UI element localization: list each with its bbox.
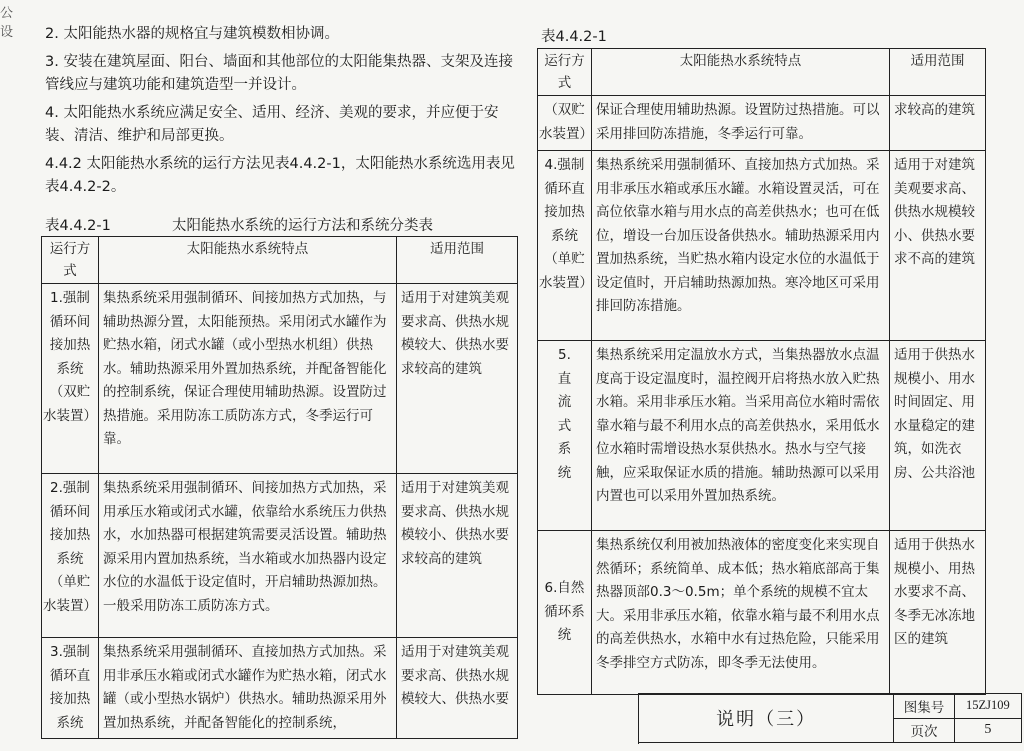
type-line: 系统: [56, 550, 84, 567]
type-line: （双贮: [49, 384, 91, 400]
type-line: 水装置）: [43, 597, 97, 614]
table-row: [538, 531, 986, 695]
type-line: 统: [557, 627, 572, 644]
drawing-title: 说明（三）: [639, 694, 894, 743]
type-line: 式: [557, 417, 572, 434]
type-line: 循环直: [544, 180, 585, 197]
type-cell: [538, 151, 592, 341]
type-line: 2.强制: [50, 480, 90, 496]
type-line: 4.强制: [544, 157, 585, 173]
left-table-caption-title: [172, 214, 433, 235]
left-table-caption: [45, 214, 111, 235]
table-row: [42, 284, 518, 474]
type-line: 系统: [551, 227, 578, 244]
type-line: 循环间: [49, 503, 91, 520]
atlas-number-value: 15ZJ109: [954, 694, 1021, 719]
type-cell: [42, 638, 99, 739]
table-row: [538, 151, 986, 341]
margin-char: 公: [0, 6, 14, 21]
type-cell: [538, 341, 592, 531]
intro-item-4: 4. 太阳能热水系统应满足安全、适用、经济、美观的要求，并应便于安装、清洁、维护和局部更换。: [45, 104, 499, 144]
type-line: 6.自然: [544, 580, 585, 597]
atlas-number-label: 图集号: [894, 694, 954, 719]
left-caption-title: 太阳能热水系统的运行方法和系统分类表: [172, 218, 433, 234]
type-line: 水装置）: [43, 407, 97, 424]
intro-text: [45, 23, 520, 200]
table-row: [42, 474, 518, 638]
feature-cell: 集热系统采用强制循环、直接加热方式加热。采用非承压水箱或承压水罐。水箱设置灵活，可在高位依靠水箱与用水点的高差供热水；也可在低位，增设一台加压设备供热水。辅助热源采用内置加热系统，当贮热水箱内设定水位的水温低于设定值时，开启辅助热源加热。寒冷地区可采用排回防冻措施。: [592, 151, 890, 341]
type-line: 系统: [56, 714, 84, 731]
table-row: [538, 96, 986, 151]
scope-cell: 求较高的建筑: [890, 96, 986, 151]
feature-cell: 集热系统采用定温放水方式，当集热器放水点温度高于设定温度时，温控阀开启将热水放入贮热水箱。采用非承压水箱。当采用高位水箱时需依靠水箱与最不利用水点的高差供热水，采用低水位水箱时需增设热水泵供热水。热水与空气接触，应采取保证水质的措施。辅助热源可以采用内置也可以采用外置加热系统。: [592, 341, 890, 531]
scope-cell: 适用于对建筑美观要求高、供热水规模较小、供热水要求较高的建筑: [397, 474, 518, 638]
type-line: 循环间: [49, 313, 91, 330]
type-line: 水装置）: [539, 125, 593, 142]
scope-cell: 适用于对建筑美观要求高、供热水规模较大、供热水要: [397, 638, 518, 739]
type-cell: [42, 474, 99, 638]
header-cell: 适用范围: [397, 237, 518, 284]
type-cell: [42, 284, 99, 474]
page-number-label: 页次: [894, 718, 954, 743]
intro-item-2: 2. 太阳能热水器的规格宜与建筑模数相协调。: [45, 26, 339, 42]
type-line: 3.强制: [50, 644, 90, 660]
header-cell: 太阳能热水系统特点: [99, 237, 397, 284]
type-line: 循环直: [49, 667, 91, 684]
scope-cell: 适用于供热水规模小、用热水要求不高、冬季无冰冻地区的建筑: [890, 531, 986, 695]
type-line: 接加热: [49, 691, 91, 707]
type-line: （单贮: [544, 251, 585, 267]
table-row: [538, 341, 986, 531]
type-cell: [538, 96, 592, 151]
scope-cell: 适用于供热水规模小、用水时间固定、用水量稳定的建筑，如洗衣房、公共浴池: [890, 341, 986, 531]
feature-cell: 保证合理使用辅助热源。设置防过热措施。可以采用排回防冻措施，冬季运行可靠。: [592, 96, 890, 151]
type-line: （单贮: [49, 574, 91, 590]
header-cell: 运行方式: [538, 49, 592, 96]
type-line: 直: [557, 370, 572, 387]
type-line: （双贮: [544, 102, 585, 118]
page-number-value: 5: [954, 718, 1021, 743]
type-line: 5.: [558, 347, 571, 363]
feature-cell: 集热系统仅利用被加热液体的密度变化来实现自然循环；系统简单、成本低；热水箱底部高于集热器顶部0.3～0.5m；单个系统的规模不宜太大。采用非承压水箱，依靠水箱与最不利用水点的高差供热水，水箱中水有过热危险，只能采用冬季排空方式防冻，即冬季无法使用。: [592, 531, 890, 695]
left-caption-number: 表4.4.2-1: [45, 218, 111, 234]
header-cell: 太阳能热水系统特点: [592, 49, 890, 96]
type-line: 接加热: [544, 204, 585, 220]
table-left: [41, 236, 518, 739]
type-line: 系: [557, 441, 572, 457]
margin-char: 设: [0, 25, 14, 40]
intro-item-3: 3. 安装在建筑屋面、阳台、墙面和其他部位的太阳能集热器、支架及连接管线应与建筑功能和建筑造型一并设计。: [45, 53, 513, 93]
margin-mark: [0, 2, 14, 40]
table-header-row: [538, 49, 986, 96]
intro-section-442: 4.4.2 太阳能热水系统的运行方法见表4.4.2-1，太阳能热水系统选用表见表4.4.2-2。: [45, 155, 515, 195]
type-line: 接加热: [49, 527, 91, 543]
type-line: 统: [557, 464, 572, 481]
type-line: 接加热: [49, 337, 91, 353]
feature-cell: 集热系统采用强制循环、直接加热方式加热。采用非承压水箱或闭式水罐作为贮热水箱，闭式水罐（或小型热水锅炉）供热水。辅助热源采用外置加热系统，并配备智能化的控制系统，: [99, 638, 397, 739]
type-cell: [538, 531, 592, 695]
table-right: [537, 48, 986, 695]
table-header-row: [42, 237, 518, 284]
table-row: [42, 638, 518, 739]
right-table-caption: [541, 25, 607, 46]
type-line: 系统: [56, 360, 84, 377]
feature-cell: 集热系统采用强制循环、间接加热方式加热，采用承压水箱或闭式水罐，依靠给水系统压力供热水，水加热器可根据建筑需要灵活设置。辅助热源采用内置加热系统，当水箱或水加热器内设定水位的水温低于设定值时，开启辅助热源加热。一般采用防冻工质防冻方式。: [99, 474, 397, 638]
type-line: 循环系: [544, 603, 585, 620]
header-cell: 适用范围: [890, 49, 986, 96]
feature-cell: 集热系统采用强制循环、间接加热方式加热，与辅助热源分置，太阳能预热。采用闭式水罐作为贮热水箱，闭式水罐（或小型热水机组）供热水。辅助热源采用外置加热系统，并配备智能化的控制系统，保证合理使用辅助热源。设置防过热措施。采用防冻工质防冻方式，冬季运行可靠。: [99, 284, 397, 474]
right-caption-number: 表4.4.2-1: [541, 29, 607, 45]
type-line: 流: [557, 394, 572, 410]
scope-cell: 适用于对建筑美观要求高、供热水规模较小、供热水要求不高的建筑: [890, 151, 986, 341]
title-block: [638, 693, 1022, 743]
header-cell: 运行方式: [42, 237, 99, 284]
scope-cell: 适用于对建筑美观要求高、供热水规模较大、供热水要求较高的建筑: [397, 284, 518, 474]
type-line: 1.强制: [50, 290, 90, 306]
type-line: 水装置）: [539, 274, 593, 291]
